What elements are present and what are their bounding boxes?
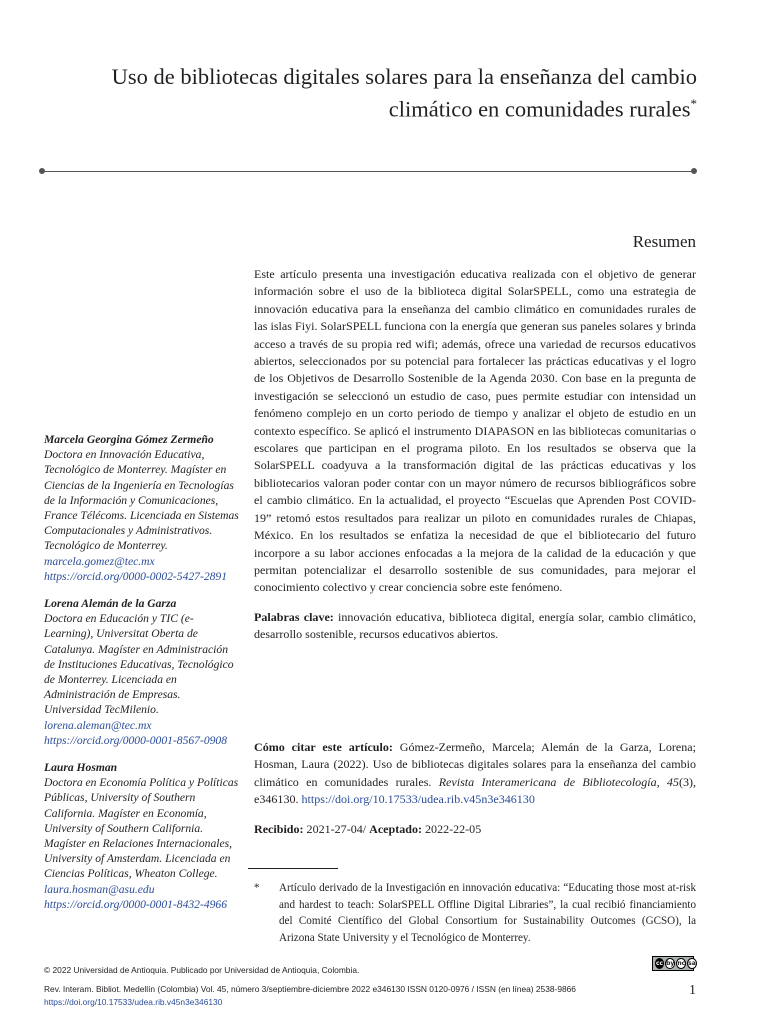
- footnote-mark: *: [254, 882, 260, 894]
- author-name: Lorena Alemán de la Garza: [44, 597, 177, 611]
- accepted-date: 2022-22-05: [425, 821, 482, 836]
- author-bio: Doctora en Innovación Educativa, Tecnológico de Monterrey. Magíster en Ciencias de la Ingeniería en Tecnologías de la Información y Comunicaciones, France Télécoms. Licenciada en Sistemas Computacionales y Administrativos. Tecnológico de Monterrey.: [44, 448, 239, 553]
- accepted-label: Aceptado:: [369, 821, 422, 836]
- article-title: [60, 63, 697, 123]
- abstract-section: [254, 266, 696, 644]
- author-orcid-link[interactable]: https://orcid.org/0000-0001-8567-0908: [44, 733, 228, 747]
- author-email-link[interactable]: lorena.aleman@tec.mx: [44, 718, 152, 732]
- author-orcid-link[interactable]: https://orcid.org/0000-0002-5427-2891: [44, 569, 228, 583]
- author-name: Laura Hosman: [44, 761, 118, 775]
- journal-footer: [44, 983, 604, 1009]
- author-orcid-link[interactable]: https://orcid.org/0000-0001-8432-4966: [44, 897, 228, 911]
- by-icon: by: [666, 960, 675, 967]
- citation-text: Gómez-Zermeño, Marcela; Alemán de la Garza, Lorena; Hosman, Laura (2022). Uso de bibliotecas digitales solares para la enseñanza del cambio climático en comunidades rurales.: [254, 740, 696, 789]
- journal-doi-link[interactable]: https://doi.org/10.17533/udea.rib.v45n3e346130: [44, 997, 223, 1007]
- citation-label: Cómo citar este artículo:: [254, 740, 393, 754]
- footnote-text: Artículo derivado de la Investigación en innovación educativa: “Educating those most at-risk and hardest to teach: SolarSPELL Offline Digital Libraries”, la cual recibió financiamiento del Comité Científico del Global Consortium for Sustainability Outcomes (GCSO), la Arizona State University y el Tecnológico de Monterrey.: [279, 882, 696, 944]
- citation-volume: 45: [666, 774, 679, 789]
- abstract-text: Este artículo presenta una investigación educativa realizada con el objetivo de generar información sobre el uso de la biblioteca digital SolarSPELL, como una estrategia de innovación educativa para la enseñanza del cambio climático en comunidades rurales de las islas Fiyi. SolarSPELL funciona con la energía que generan sus paneles solares y brinda acceso a través de su propia red wifi; además, ofrece una variedad de recursos educativos abiertos, seleccionados por su potencial para fortalecer las prácticas educativas y el logro de los Objetivos de Desarrollo Sostenible de la Agenda 2030. Con base en la pregunta de investigación se seleccionó un estudio de caso, pues permite estudiar con intensidad un fenómeno complejo en un corto periodo de tiempo y analizar el objeto de estudio en un contexto específico. Se aplicó el instrumento DIAPASON en las bibliotecas comunitarias o escolares que participan en el programa piloto. En los resultados se observa que la SolarSPELL coadyuva a la transformación digital de las prácticas educativas y los bibliotecarios valoran poder contar con un mayor número de recursos bibliográficos sobre el cambio climático. En la actualidad, el proyecto “Escuelas que Aprenden Post COVID-19” retomó estos resultados para realizar un piloto en comunidades rurales de Chiapas, México. En los resultados se enfatiza la necesidad de que el bibliotecario del futuro incorpore a su labor acciones enfocadas a la mejora de la calidad de la educación y que permitan potencializar el desarrollo sostenible de sus comunidades, para mejorar el conocimiento colectivo y crear conciencia sobre este fenómeno.: [254, 267, 696, 595]
- footnote: [254, 880, 696, 946]
- nc-icon: nc: [677, 960, 686, 967]
- copyright-notice: © 2022 Universidad de Antioquia. Publicado por Universidad de Antioquia, Colombia.: [44, 965, 360, 975]
- sa-icon: sa: [688, 960, 696, 967]
- author-block: [44, 432, 240, 584]
- title-line-1: Uso de bibliotecas digitales solares para la enseñanza del cambio: [111, 64, 697, 89]
- author-email-link[interactable]: marcela.gomez@tec.mx: [44, 554, 155, 568]
- keywords-text: innovación educativa, biblioteca digital, energía solar, cambio climático, desarrollo sostenible, recursos educativos abiertos.: [254, 609, 696, 642]
- author-block: [44, 760, 240, 912]
- received-label: Recibido:: [254, 821, 304, 836]
- authors-column: [44, 432, 240, 924]
- citation-section: [254, 739, 696, 838]
- divider-left-dot: [39, 168, 45, 174]
- citation-issue: (3), e346130.: [254, 774, 697, 807]
- footnote-divider: [248, 868, 338, 869]
- author-email-link[interactable]: laura.hosman@asu.edu: [44, 882, 155, 896]
- divider-right-dot: [691, 168, 697, 174]
- keywords-label: Palabras clave:: [254, 609, 334, 624]
- dates: [254, 821, 696, 838]
- title-line-2: climático en comunidades rurales: [388, 96, 691, 122]
- author-bio: Doctora en Economía Política y Políticas Públicas, University of Southern California. Magíster en Economía, University of Southern California. Magíster en Relaciones Internacionales, University of Amsterdam. Licenciada en Ciencias Políticas, Wheaton College.: [44, 776, 239, 881]
- author-block: [44, 596, 240, 748]
- citation-journal: Revista Interamericana de Bibliotecología,: [438, 774, 660, 789]
- journal-info: Rev. Interam. Bibliot. Medellín (Colombia) Vol. 45, número 3/septiembre-diciembre 2022 e346130 ISSN 0120-0976 / ISSN (en línea) 2538-9866: [44, 984, 576, 994]
- cc-icon: cc: [656, 960, 664, 967]
- citation-doi-link[interactable]: https://doi.org/10.17533/udea.rib.v45n3e346130: [301, 792, 535, 807]
- author-bio: Doctora en Educación y TIC (e-Learning), Universitat Oberta de Catalunya. Magíster en Administración de Instituciones Educativas, Tecnológico de Monterrey. Licenciada en Administración de Empresas. Universidad TecMilenio.: [44, 612, 234, 717]
- title-footnote-mark: *: [690, 96, 697, 111]
- received-date: 2021-27-04/: [306, 821, 367, 836]
- citation: [254, 739, 696, 809]
- title-divider: [42, 171, 694, 172]
- keywords: [254, 609, 696, 644]
- page-number: 1: [689, 983, 696, 998]
- abstract-heading: Resumen: [632, 232, 696, 251]
- cc-license-badge[interactable]: [652, 956, 694, 971]
- author-name: Marcela Georgina Gómez Zermeño: [44, 433, 214, 446]
